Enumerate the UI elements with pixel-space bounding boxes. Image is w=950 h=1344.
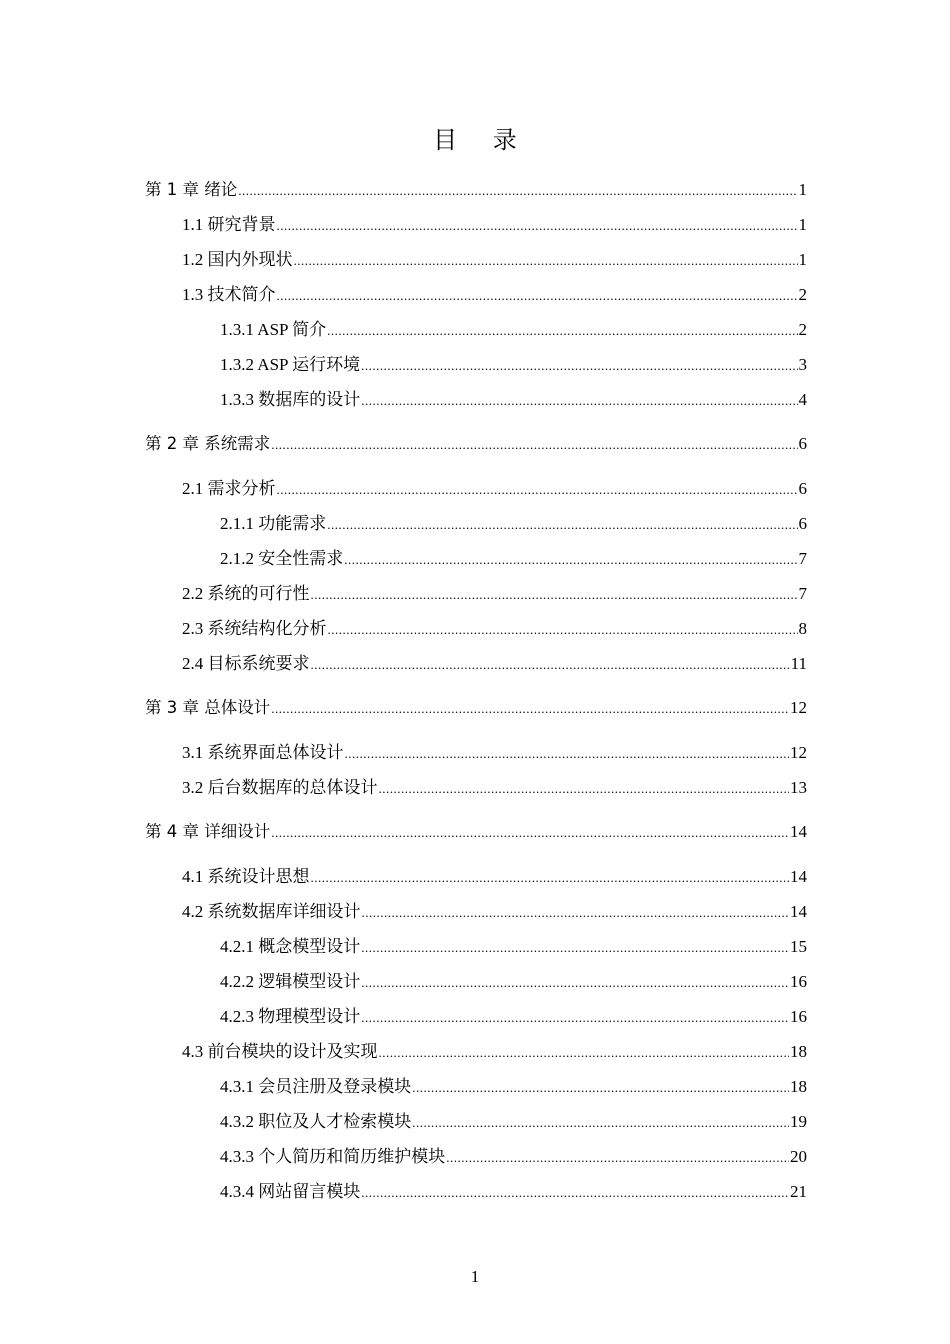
toc-entry-page: 19 bbox=[790, 1112, 807, 1131]
dot-leader bbox=[277, 477, 798, 503]
toc-entry-label: 4.2.1 概念模型设计 bbox=[220, 937, 361, 956]
toc-entry-label: 4.3 前台模块的设计及实现 bbox=[182, 1042, 378, 1061]
dot-leader bbox=[412, 1110, 789, 1136]
toc-entry-page: 2 bbox=[798, 285, 807, 304]
toc-entry-label: 4.2.3 物理模型设计 bbox=[220, 1007, 361, 1026]
toc-entry-page: 14 bbox=[790, 822, 807, 841]
dot-leader bbox=[361, 970, 789, 996]
toc-entry-label: 4.1 系统设计思想 bbox=[182, 867, 310, 886]
toc-entry-page: 20 bbox=[790, 1147, 807, 1166]
toc-entry-page: 4 bbox=[798, 390, 807, 409]
toc-entry-page: 12 bbox=[790, 743, 807, 762]
toc-entry-page: 13 bbox=[790, 778, 807, 797]
dot-leader bbox=[238, 178, 797, 204]
dot-leader bbox=[361, 388, 797, 414]
toc-entry-2-1[interactable] bbox=[182, 476, 807, 502]
toc-entry-label: 第 3 章 总体设计 bbox=[145, 698, 271, 717]
toc-entry-label: 4.2 系统数据库详细设计 bbox=[182, 902, 361, 921]
dot-leader bbox=[311, 582, 798, 608]
toc-entry-label: 1.3.2 ASP 运行环境 bbox=[220, 355, 361, 374]
dot-leader bbox=[361, 1005, 789, 1031]
dot-leader bbox=[362, 900, 790, 926]
toc-entry-page: 16 bbox=[790, 972, 807, 991]
toc-entry-1-1[interactable] bbox=[182, 212, 807, 238]
toc-entry-label: 第 4 章 详细设计 bbox=[145, 822, 271, 841]
dot-leader bbox=[379, 776, 790, 802]
toc-entry-label: 4.3.2 职位及人才检索模块 bbox=[220, 1112, 412, 1131]
toc-entry-page: 15 bbox=[790, 937, 807, 956]
toc-entry-page: 1 bbox=[798, 215, 807, 234]
toc-entry-page: 2 bbox=[798, 320, 807, 339]
toc-entry-3-1[interactable] bbox=[182, 740, 807, 766]
toc-entry-page: 21 bbox=[790, 1182, 807, 1201]
toc-entry-page: 1 bbox=[798, 250, 807, 269]
dot-leader bbox=[311, 652, 790, 678]
dot-leader bbox=[277, 213, 798, 239]
toc-entry-label: 1.3.3 数据库的设计 bbox=[220, 390, 361, 409]
toc-entry-label: 3.2 后台数据库的总体设计 bbox=[182, 778, 378, 797]
toc-entry-page: 12 bbox=[790, 698, 807, 717]
toc-entry-page: 7 bbox=[798, 549, 807, 568]
dot-leader bbox=[412, 1075, 789, 1101]
toc-title: 目 录 bbox=[433, 126, 531, 154]
dot-leader bbox=[327, 512, 797, 538]
toc-entry-label: 2.3 系统结构化分析 bbox=[182, 619, 327, 638]
toc-entry-page: 6 bbox=[798, 514, 807, 533]
dot-leader bbox=[277, 283, 798, 309]
toc-entry-4-1[interactable] bbox=[182, 864, 807, 890]
dot-leader bbox=[345, 741, 790, 767]
toc-entry-chapter-2[interactable] bbox=[145, 431, 807, 457]
toc-entry-chapter-3[interactable] bbox=[145, 695, 807, 721]
toc-entry-label: 4.3.4 网站留言模块 bbox=[220, 1182, 361, 1201]
toc-entry-4-3-3[interactable] bbox=[220, 1144, 807, 1170]
toc-entry-4-3-4[interactable] bbox=[220, 1179, 807, 1205]
dot-leader bbox=[271, 696, 789, 722]
toc-entry-label: 2.2 系统的可行性 bbox=[182, 584, 310, 603]
toc-entry-2-4[interactable] bbox=[182, 651, 807, 677]
toc-entry-label: 第 1 章 绪论 bbox=[145, 180, 238, 199]
toc-entry-page: 16 bbox=[790, 1007, 807, 1026]
toc-entry-1-3-1[interactable] bbox=[220, 317, 807, 343]
toc-entry-label: 4.3.1 会员注册及登录模块 bbox=[220, 1077, 412, 1096]
toc-entry-label: 2.1 需求分析 bbox=[182, 479, 276, 498]
toc-entry-label: 4.2.2 逻辑模型设计 bbox=[220, 972, 361, 991]
toc-entry-label: 4.3.3 个人简历和简历维护模块 bbox=[220, 1147, 446, 1166]
toc-entry-page: 6 bbox=[798, 479, 807, 498]
dot-leader bbox=[361, 1180, 789, 1206]
toc-entry-page: 11 bbox=[790, 654, 807, 673]
toc-entry-1-3-3[interactable] bbox=[220, 387, 807, 413]
dot-leader bbox=[271, 432, 797, 458]
dot-leader bbox=[379, 1040, 790, 1066]
toc-entry-chapter-1[interactable] bbox=[145, 177, 807, 203]
toc-entry-2-2[interactable] bbox=[182, 581, 807, 607]
toc-entry-label: 1.3.1 ASP 简介 bbox=[220, 320, 327, 339]
toc-entry-label: 2.1.2 安全性需求 bbox=[220, 549, 344, 568]
toc-entry-page: 6 bbox=[798, 434, 807, 453]
toc-entry-label: 1.1 研究背景 bbox=[182, 215, 276, 234]
toc-entry-4-3-1[interactable] bbox=[220, 1074, 807, 1100]
toc-entry-1-3-2[interactable] bbox=[220, 352, 807, 378]
toc-entry-4-3[interactable] bbox=[182, 1039, 807, 1065]
toc-entry-4-3-2[interactable] bbox=[220, 1109, 807, 1135]
toc-entry-4-2[interactable] bbox=[182, 899, 807, 925]
toc-entry-page: 1 bbox=[798, 180, 807, 199]
toc-entry-page: 14 bbox=[790, 867, 807, 886]
toc-entry-page: 3 bbox=[798, 355, 807, 374]
toc-entry-2-3[interactable] bbox=[182, 616, 807, 642]
toc-entry-label: 1.3 技术简介 bbox=[182, 285, 276, 304]
toc-entry-label: 第 2 章 系统需求 bbox=[145, 434, 271, 453]
dot-leader bbox=[271, 820, 789, 846]
toc-entry-2-1-2[interactable] bbox=[220, 546, 807, 572]
toc-entry-4-2-2[interactable] bbox=[220, 969, 807, 995]
dot-leader bbox=[328, 617, 798, 643]
toc-entry-1-2[interactable] bbox=[182, 247, 807, 273]
toc-entry-4-2-1[interactable] bbox=[220, 934, 807, 960]
dot-leader bbox=[327, 318, 797, 344]
dot-leader bbox=[361, 935, 789, 961]
toc-entry-label: 1.2 国内外现状 bbox=[182, 250, 293, 269]
toc-entry-label: 2.4 目标系统要求 bbox=[182, 654, 310, 673]
toc-entry-chapter-4[interactable] bbox=[145, 819, 807, 845]
toc-entry-2-1-1[interactable] bbox=[220, 511, 807, 537]
dot-leader bbox=[446, 1145, 789, 1171]
toc-entry-1-3[interactable] bbox=[182, 282, 807, 308]
toc-entry-page: 18 bbox=[790, 1042, 807, 1061]
toc-entry-4-2-3[interactable] bbox=[220, 1004, 807, 1030]
toc-entry-page: 14 bbox=[790, 902, 807, 921]
dot-leader bbox=[311, 865, 790, 891]
toc-entry-label: 3.1 系统界面总体设计 bbox=[182, 743, 344, 762]
toc-entry-page: 7 bbox=[798, 584, 807, 603]
toc-entry-label: 2.1.1 功能需求 bbox=[220, 514, 327, 533]
toc-entry-page: 18 bbox=[790, 1077, 807, 1096]
toc-entry-3-2[interactable] bbox=[182, 775, 807, 801]
page-number: 1 bbox=[470, 1267, 480, 1286]
dot-leader bbox=[361, 353, 797, 379]
dot-leader bbox=[344, 547, 797, 573]
dot-leader bbox=[294, 248, 798, 274]
toc-entry-page: 8 bbox=[798, 619, 807, 638]
